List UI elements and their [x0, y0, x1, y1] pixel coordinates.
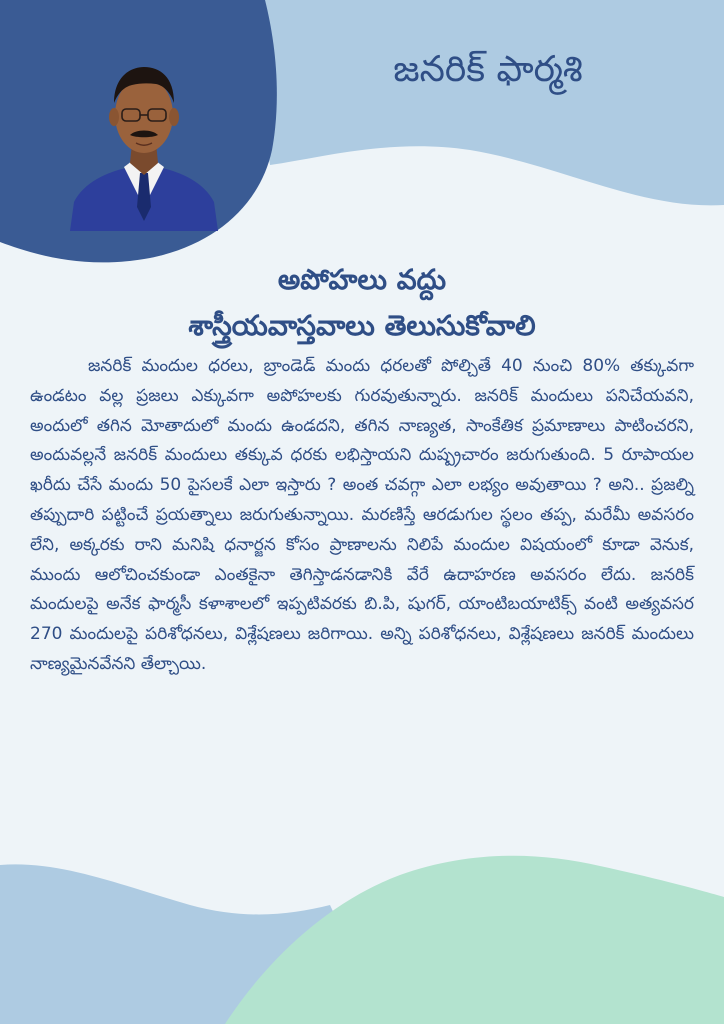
author-photo — [70, 57, 218, 231]
article-headline-line2: శాస్త్రీయవాస్తవాలు తెలుసుకోవాలి — [188, 309, 536, 342]
article-headline-line1: అపోహలు వద్దు — [277, 263, 447, 296]
article-body: జనరిక్ మందుల ధరలు, బ్రాండెడ్ మందు ధరలతో పోల్చితే 40 నుంచి 80% తక్కువగా ఉండటం వల్ల ప్రజలు ఎక్కువగా అపోహలకు గురవుతున్నారు. జనరిక్ మందులు పనిచేయవని, అందులో తగిన మోతాదులో మందు ఉండదని, తగిన నాణ్యత, సాంకేతిక ప్రమాణాలు పాటించరని, అందువల్లనే జనరిక్ మందులు తక్కువ ధరకు లభిస్తాయని దుష్ప్రచారం జరుగుతుంది. 5 రూపాయల ఖరీదు చేసే మందు 50 పైసలకే ఎలా ఇస్తారు ? అంత చవగ్గా ఎలా లభ్యం అవుతాయి ? అని.. ప్రజల్ని తప్పుదారి పట్టించే ప్రయత్నాలు జరుగుతున్నాయి. మరణిస్తే ఆరడుగుల స్థలం తప్ప, మరేమీ అవసరం లేని, అక్కరకు రాని మనిషి ధనార్జన కోసం ప్రాణాలను నిలిపే మందుల విషయంలో కూడా వెనుక, ముందు ఆలోచించకుండా ఎంతకైనా తెగిస్తాడనడానికి వేరే ఉదాహరణ అవసరం లేదు. జనరిక్ మందులపై అనేక ఫార్మసీ కళాశాలలో ఇప్పటివరకు బి.పి, షుగర్, యాంటిబయాటిక్స్ వంటి అత్యవసర 270 మందులపై పరిశోధనలు, విశ్లేషణలు జరిగాయి. అన్ని పరిశోధనలు, విశ్లేషణలు జనరిక్ మందులు నాణ్యమైనవేనని తేల్చాయి. — [30, 356, 694, 674]
page-title: జనరిక్ ఫార్మశి — [393, 49, 583, 90]
